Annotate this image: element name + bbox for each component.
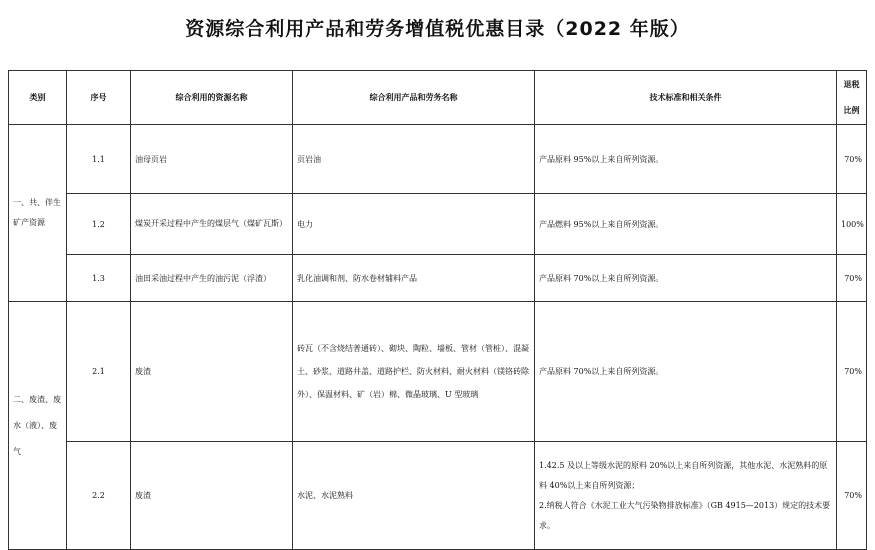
resource-cell: 油母页岩 xyxy=(131,125,293,194)
standard-cell xyxy=(535,442,837,550)
header-seq: 序号 xyxy=(67,71,131,125)
standard-item-2: 2.纳税人符合《水泥工业大气污染物排放标准》（GB 4915—2013）规定的技术要求。 xyxy=(539,500,831,530)
product-cell: 电力 xyxy=(293,194,535,255)
category-cell: 一、共、伴生矿产资源 xyxy=(9,125,67,302)
header-resource: 综合利用的资源名称 xyxy=(131,71,293,125)
seq-cell: 2.2 xyxy=(67,442,131,550)
ratio-cell: 70% xyxy=(837,255,867,302)
seq-cell: 2.1 xyxy=(67,302,131,442)
ratio-cell: 70% xyxy=(837,125,867,194)
header-category: 类别 xyxy=(9,71,67,125)
header-ratio-line2: 比例 xyxy=(843,105,860,115)
header-standard: 技术标准和相关条件 xyxy=(535,71,837,125)
standard-cell: 产品原料 70%以上来自所列资源。 xyxy=(535,255,837,302)
standard-cell: 产品燃料 95%以上来自所列资源。 xyxy=(535,194,837,255)
resource-cell: 废渣 xyxy=(131,442,293,550)
table-row xyxy=(9,302,867,442)
product-cell: 页岩油 xyxy=(293,125,535,194)
resource-cell: 废渣 xyxy=(131,302,293,442)
seq-cell: 1.2 xyxy=(67,194,131,255)
table-row xyxy=(9,255,867,302)
product-cell: 水泥、水泥熟料 xyxy=(293,442,535,550)
resource-cell: 油田采油过程中产生的油污泥（浮渣） xyxy=(131,255,293,302)
document-title: 资源综合利用产品和劳务增值税优惠目录（2022 年版） xyxy=(185,18,690,40)
ratio-cell: 100% xyxy=(837,194,867,255)
product-cell: 砖瓦（不含烧结普通砖）、砌块、陶粒、墙板、管材（管桩）、混凝土、砂浆、道路井盖、道路护栏、防火材料、耐火材料（镁铬砖除外）、保温材料、矿（岩）棉、微晶玻璃、U 型玻璃 xyxy=(293,302,535,442)
product-cell: 乳化油调和剂、防水卷材辅料产品 xyxy=(293,255,535,302)
seq-cell: 1.3 xyxy=(67,255,131,302)
header-ratio-line1: 退税 xyxy=(843,79,860,89)
category-cell: 二、废渣、废水（液）、废气 xyxy=(9,302,67,550)
table-row xyxy=(9,442,867,550)
seq-cell: 1.1 xyxy=(67,125,131,194)
table-row xyxy=(9,125,867,194)
ratio-cell: 70% xyxy=(837,302,867,442)
catalog-table xyxy=(8,70,867,550)
header-ratio xyxy=(837,71,867,125)
standard-cell: 产品原料 95%以上来自所列资源。 xyxy=(535,125,837,194)
standard-cell: 产品原料 70%以上来自所列资源。 xyxy=(535,302,837,442)
ratio-cell: 70% xyxy=(837,442,867,550)
resource-cell: 煤炭开采过程中产生的煤层气（煤矿瓦斯） xyxy=(131,194,293,255)
standard-item-1: 1.42.5 及以上等级水泥的原料 20%以上来自所列资源，其他水泥、水泥熟料的原料 40%以上来自所列资源； xyxy=(539,460,828,490)
header-product: 综合利用产品和劳务名称 xyxy=(293,71,535,125)
table-header-row xyxy=(9,71,867,125)
table-row xyxy=(9,194,867,255)
